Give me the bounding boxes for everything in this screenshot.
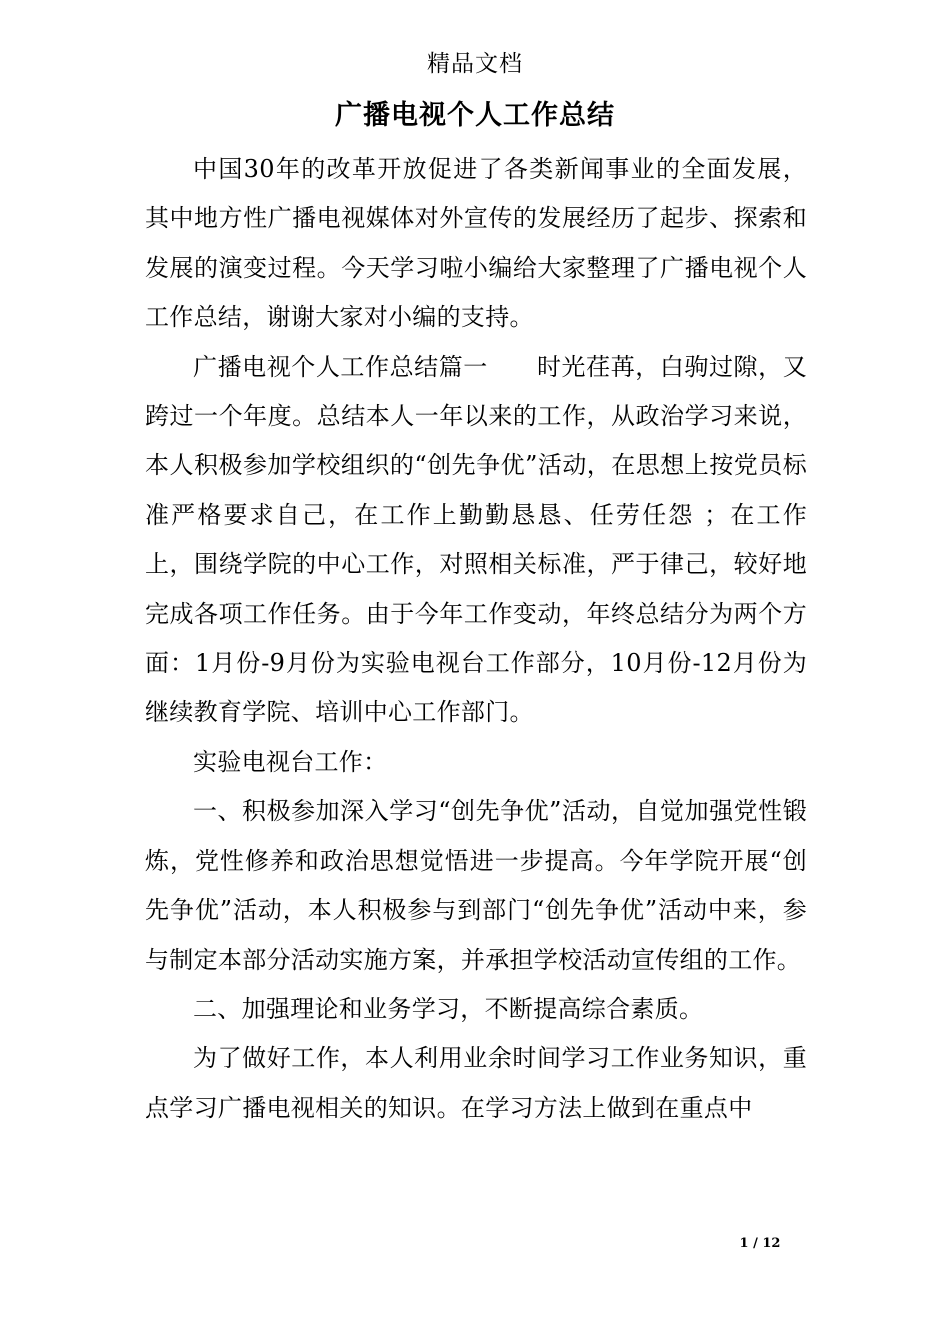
document-body <box>145 145 807 1133</box>
paragraph-section-heading: 实验电视台工作： <box>193 747 388 776</box>
paragraph-intro: 中国30年的改革开放促进了各类新闻事业的全面发展，其中地方性广播电视媒体对外宣传的发展经历了起步、探索和发展的演变过程。今天学习啦小编给大家整理了广播电视个人工作总结，谢谢大家对小编的支持。 <box>145 155 807 332</box>
document-title: 广播电视个人工作总结 <box>335 100 615 131</box>
paragraph-part-one: 广播电视个人工作总结篇一 时光荏苒，白驹过隙，又跨过一个年度。总结本人一年以来的工作，从政治学习来说，本人积极参加学校组织的“创先争优”活动，在思想上按党员标准严格要求自己，在工作上勤勤恳恳、任劳任怨 ；在工作上，围绕学院的中心工作，对照相关标准，严于律己，较好地完成各项工作任务。由于今年工作变动，年终总结分为两个方面：1月份-9月份为实验电视台工作部分，10月份-12月份为继续教育学院、培训中心工作部门。 <box>145 352 807 727</box>
paragraph-item-one: 一、积极参加深入学习“创先争优”活动，自觉加强党性锻炼，党性修养和政治思想觉悟进一步提高。今年学院开展“创先争优”活动，本人积极参与到部门“创先争优”活动中来，参与制定本部分活动实施方案，并承担学校活动宣传组的工作。 <box>145 797 807 974</box>
page-number: 1 / 12 <box>739 1236 781 1251</box>
paragraph-study: 为了做好工作，本人利用业余时间学习工作业务知识，重点学习广播电视相关的知识。在学习方法上做到在重点中 <box>145 1044 807 1122</box>
page-header: 精品文档 <box>427 51 523 77</box>
paragraph-item-two: 二、加强理论和业务学习，不断提高综合素质。 <box>193 994 704 1023</box>
